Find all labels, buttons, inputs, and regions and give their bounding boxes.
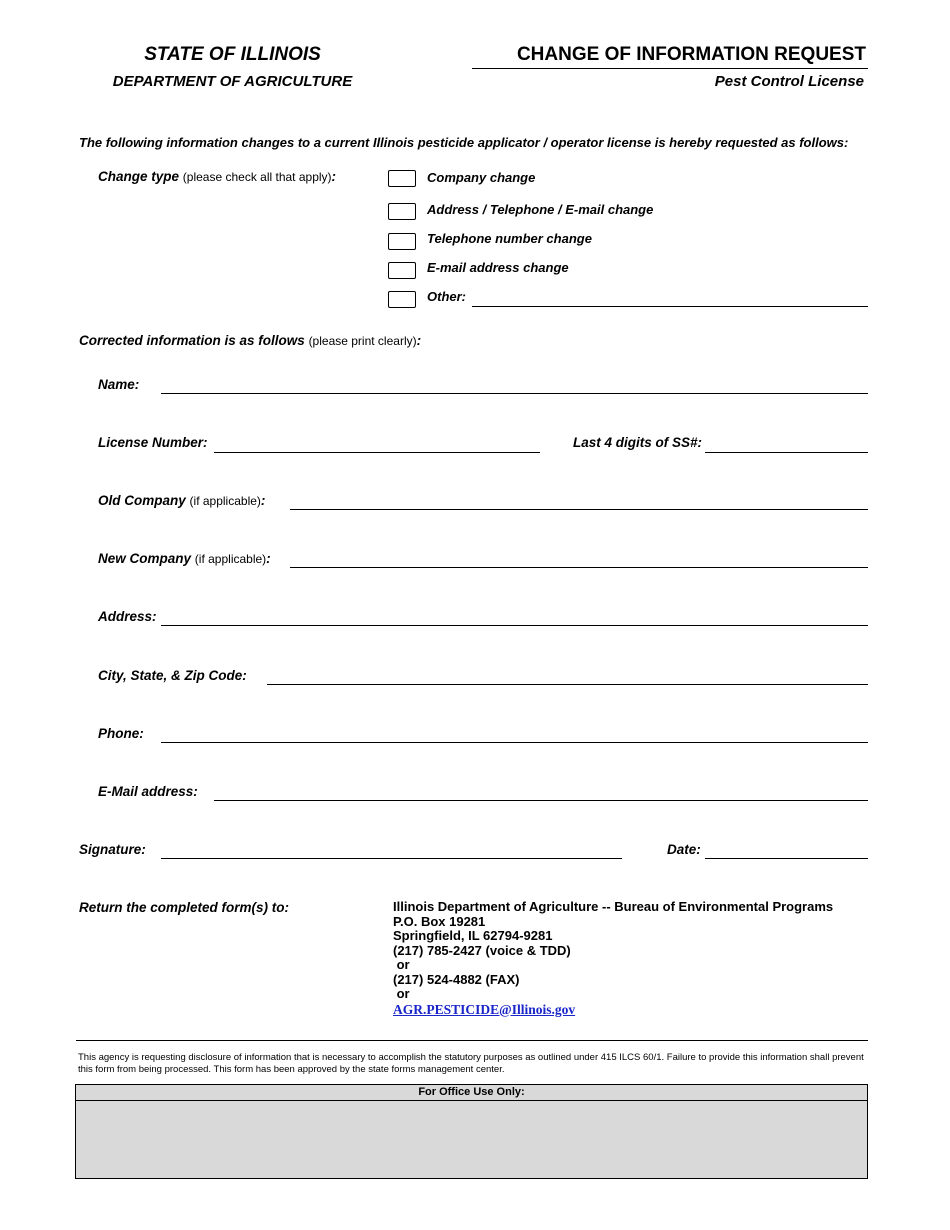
corrected-info-colon: : xyxy=(416,333,422,348)
office-use-heading: For Office Use Only: xyxy=(76,1085,867,1101)
form-title: CHANGE OF INFORMATION REQUEST xyxy=(516,44,866,65)
footer-divider xyxy=(76,1040,868,1041)
city-state-zip-label: City, State, & Zip Code: xyxy=(98,668,247,683)
ss-last4-label: Last 4 digits of SS#: xyxy=(573,435,703,450)
address-label: Address: xyxy=(98,609,157,624)
city-state-zip-field[interactable] xyxy=(267,684,868,685)
license-number-field[interactable] xyxy=(214,452,540,453)
return-city: Springfield, IL 62794-9281 xyxy=(393,928,553,943)
change-type-colon: : xyxy=(331,169,337,184)
date-label: Date: xyxy=(667,842,701,857)
license-number-label: License Number: xyxy=(98,435,208,450)
old-company-field[interactable] xyxy=(290,509,868,510)
email-field[interactable] xyxy=(214,800,868,801)
office-use-box xyxy=(75,1084,868,1179)
old-company-colon: : xyxy=(260,493,266,508)
address-change-label: Address / Telephone / E-mail change xyxy=(427,202,654,217)
return-or-1: or xyxy=(393,957,410,972)
date-field[interactable] xyxy=(705,858,868,859)
return-voice: (217) 785-2427 (voice & TDD) xyxy=(393,942,571,958)
company-change-checkbox[interactable] xyxy=(388,170,416,187)
corrected-info-title: Corrected information is as follows xyxy=(79,333,305,348)
department-title: DEPARTMENT OF AGRICULTURE xyxy=(112,73,353,90)
form-subtitle: Pest Control License xyxy=(714,73,864,90)
return-email-link[interactable]: AGR.PESTICIDE@Illinois.gov xyxy=(393,1001,576,1017)
return-label: Return the completed form(s) to: xyxy=(79,900,290,915)
old-company-title: Old Company xyxy=(98,493,186,508)
email-change-label: E-mail address change xyxy=(427,260,569,275)
new-company-hint: (if applicable) xyxy=(194,552,267,566)
name-field[interactable] xyxy=(161,393,868,394)
old-company-hint: (if applicable) xyxy=(189,494,261,508)
address-field[interactable] xyxy=(161,625,868,626)
name-label: Name: xyxy=(98,377,140,392)
phone-label: Phone: xyxy=(98,726,144,741)
signature-label: Signature: xyxy=(79,842,146,857)
new-company-title: New Company xyxy=(98,551,192,566)
email-change-checkbox[interactable] xyxy=(388,262,416,279)
other-change-checkbox[interactable] xyxy=(388,291,416,308)
new-company-colon: : xyxy=(266,551,271,566)
other-change-label: Other: xyxy=(427,289,466,304)
return-po-box: P.O. Box 19281 xyxy=(393,913,486,929)
intro-text: The following information changes to a current Illinois pesticide applicator / operator license is hereby requested as follows: xyxy=(79,135,849,150)
return-fax: (217) 524-4882 (FAX) xyxy=(393,971,520,987)
corrected-info-label xyxy=(79,333,421,348)
disclaimer-text: This agency is requesting disclosure of information that is necessary to accomplish the statutory purposes as outlined under 415 ILCS 60/1. Failure to provide this information shall prevent this form from being processed. This form has been approved by the state forms management center. xyxy=(78,1052,864,1075)
company-change-label: Company change xyxy=(427,170,536,185)
title-rule xyxy=(472,68,868,69)
ss-last4-field[interactable] xyxy=(705,452,868,453)
new-company-label xyxy=(98,551,271,566)
signature-field[interactable] xyxy=(161,858,622,859)
return-address xyxy=(393,900,863,1017)
old-company-label xyxy=(98,493,265,508)
change-type-title: Change type xyxy=(98,169,180,184)
telephone-change-checkbox[interactable] xyxy=(388,233,416,250)
return-org: Illinois Department of Agriculture -- Bureau of Environmental Programs xyxy=(393,899,834,914)
email-label: E-Mail address: xyxy=(98,784,198,799)
address-change-checkbox[interactable] xyxy=(388,203,416,220)
corrected-info-hint: (please print clearly) xyxy=(308,334,417,348)
other-field[interactable] xyxy=(472,306,868,307)
state-title: STATE OF ILLINOIS xyxy=(144,44,321,65)
change-type-label xyxy=(98,169,336,184)
change-type-hint: (please check all that apply) xyxy=(182,170,332,184)
phone-field[interactable] xyxy=(161,742,868,743)
return-or-2: or xyxy=(393,986,410,1001)
new-company-field[interactable] xyxy=(290,567,868,568)
telephone-change-label: Telephone number change xyxy=(427,231,592,246)
